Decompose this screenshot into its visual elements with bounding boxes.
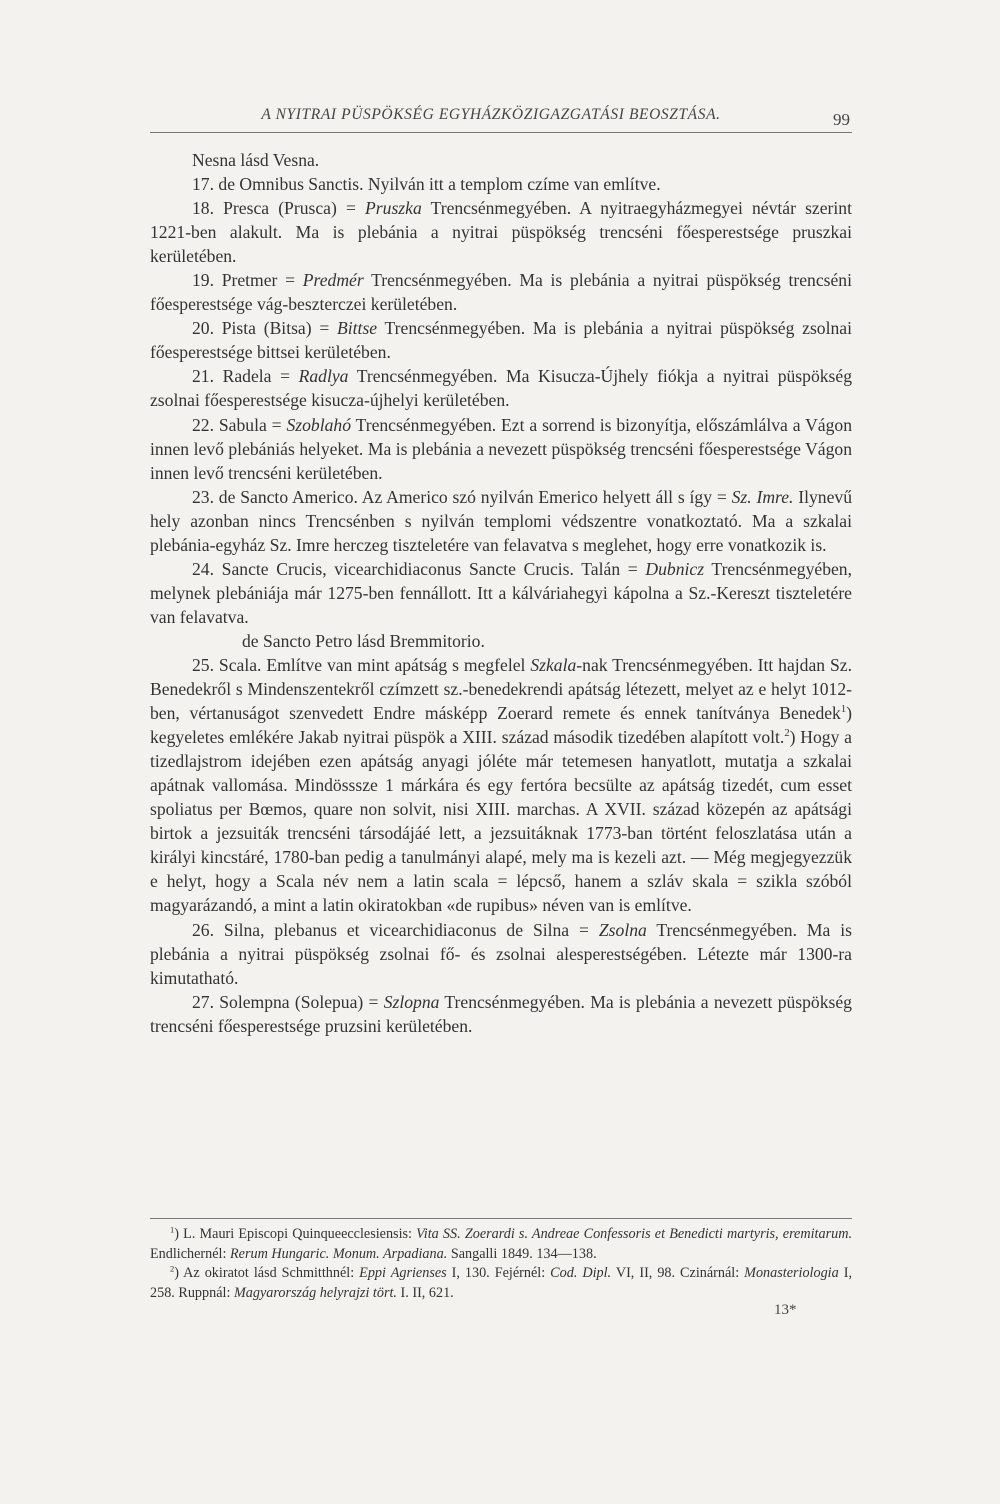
footnote-2: $^2$) Az okiratot lásd Schmitthnél: Eppi Agrienses I, 130. Fejérnél: Cod. Dipl. VI, II, 98. Czinárnál: Monasteriologia I, 258. Ruppnál: Magyarország helyrajzi tört. I. II, 621. [150, 1263, 852, 1301]
footnotes [150, 1218, 852, 1303]
paragraph-18: 18. Presca (Prusca) = Pruszka Trencsénmegyében. A nyitraegyházmegyei névtár szerint 1221-ben alakult. Ma is plebánia a nyitrai püspökség trencséni főesperestsége pruszkai kerületében. [150, 198, 852, 267]
paragraph-19: 19. Pretmer = Predmér Trencsénmegyében. Ma is plebánia a nyitrai püspökség trencséni főesperestsége vág-beszterczei kerületében. [150, 270, 852, 315]
running-title: A NYITRAI PÜSPÖKSÉG EGYHÁZKÖZIGAZGATÁSI BEOSZTÁSA. [261, 106, 721, 123]
page-header [150, 102, 852, 133]
paragraph-20: 20. Pista (Bitsa) = Bittse Trencsénmegyében. Ma is plebánia a nyitrai püspökség zsolnai főesperestsége bittsei kerületében. [150, 318, 852, 363]
paragraph-17: 17. de Omnibus Sanctis. Nyilván itt a templom czíme van említve. [192, 174, 661, 195]
page-number: 99 [833, 110, 850, 129]
paragraph-22: 22. Sabula = Szoblahó Trencsénmegyében. Ezt a sorrend is bizonyítja, előszámlálva a Vágon innen levő plebániás helyeket. Ma is plebánia a nevezett püspökség trencséni főesperestsége Vágon innen levő trencséni kerületében. [150, 414, 853, 483]
main-text [150, 148, 852, 1038]
paragraph-sancto-petro: de Sancto Petro lásd Bremmitorio. [242, 630, 485, 651]
paragraph-26: 26. Silna, plebanus et vicearchidiaconus de Silna = Zsolna Trencsénmegyében. Ma is plebánia a nyitrai püspökség zsolnai fő- és zsolnai alesperestségében. Létezte már 1300-ra kimutatható. [150, 919, 853, 988]
footnote-ref-1[interactable]: 1 [840, 704, 847, 716]
paragraph-25: 25. Scala. Említve van mint apátság s megfelel Szkala-nak Trencsénmegyében. Itt hajdan Sz. Benedekről s Mindenszentekről czímzett sz.-benedekrendi apátság létezett, melyet az e helyt 1012-ben, vértanuságot szenvedett Endre másképp Zoerard remete és ennek tanítványa Benedek$^1$) kegyeletes emlékére Jakab nyitrai püspök a XIII. század második tizedében alapított volt.$^2$) Hogy a tizedlajstrom idejében ezen apátság anyagi jóléte már tetemesen hanyatlott, mutatja a szkalai apátnak vallomása. Mindösssze 1 márkára és egy fertóra becsülte az apátság tizedét, cum esset spoliatus per Bœmos, quare non solvit, nisi XIII. marchas. A XVII. század közepén az apátsági birtok a jezsuiták trencséni társodájáé lett, a jezsuitáknak 1773-ban történt feloszlatása után a királyi kincstáré, 1780-ban pedig a tanulmányi alapé, mely ma is kezeli azt. — Még megjegyezzük e helyt, hogy a Scala név nem a latin scala = lépcső, hanem a szláv skala = szikla szóból magyarázandó, a mint a latin okiratokban «de rupibus» néven van is említve. [150, 654, 852, 916]
paragraph-nesna: Nesna lásd Vesna. [192, 150, 320, 170]
signature-mark: 13* [774, 1302, 797, 1318]
paragraph-21: 21. Radela = Radlya Trencsénmegyében. Ma Kisucza-Újhely fiókja a nyitrai püspökség zsolnai főesperestsége kisucza-újhelyi kerületében. [150, 366, 852, 411]
paragraph-23: 23. de Sancto Americo. Az Americo szó nyilván Emerico helyett áll s így = Sz. Imre. Ilynevű hely azonban nincs Trencsénben s nyilván templomi védszentre vonatkoztató. Ma a szkalai plebánia-egyház Sz. Imre herczeg tiszteletére van felavatva s meglehet, hogy erre vonatkozik is. [150, 486, 852, 555]
footnote-1: $^1$) L. Mauri Episcopi Quinqueecclesiensis: Vita SS. Zoerardi s. Andreae Confessoris et Benedicti martyris, eremitarum. Endlichernél: Rerum Hungaric. Monum. Arpadiana. Sangalli 1849. 134—138. [150, 1224, 852, 1262]
paragraph-24: 24. Sancte Crucis, vicearchidiaconus Sancte Crucis. Talán = Dubnicz Trencsénmegyében, melynek plebániája már 1275-ben fennállott. Itt a kálváriahegyi kápolna a Sz.-Kereszt tiszteletére van felavatva. [150, 558, 852, 627]
paragraph-27: 27. Solempna (Solepua) = Szlopna Trencsénmegyében. Ma is plebánia a nevezett püspökség trencséni főesperestsége pruzsini kerületében. [150, 991, 852, 1036]
footnote-ref-2[interactable]: 2 [784, 728, 790, 740]
